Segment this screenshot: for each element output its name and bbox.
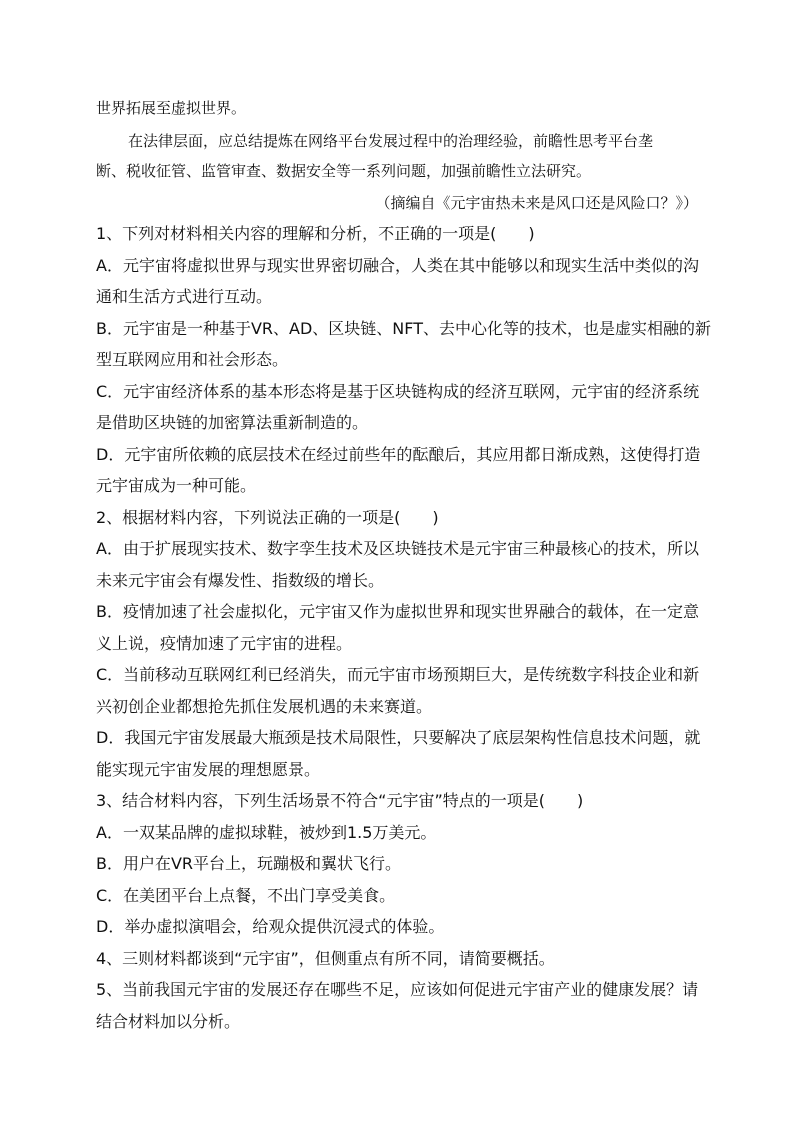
question-1-option-a: A．元宇宙将虚拟世界与现实世界密切融合，人类在其中能够以和现实生活中类似的沟 [96,256,699,275]
passage-line: 世界拓展至虚拟世界。 [96,99,247,117]
question-5-stem: 5、当前我国元宇宙的发展还存在哪些不足，应该如何促进元宇宙产业的健康发展？请 [96,980,699,999]
question-3-option-c: C．在美团平台上点餐，不出门享受美食。 [96,886,396,905]
question-1-option-c-cont: 是借助区块链的加密算法重新制造的。 [96,413,369,432]
question-1-option-b: B．元宇宙是一种基于VR、AD、区块链、NFT、去中心化等的技术，也是虚实相融的新 [96,319,711,338]
question-2-option-b: B．疫情加速了社会虚拟化，元宇宙又作为虚拟世界和现实世界融合的载体，在一定意 [96,602,699,621]
question-2-option-d-cont: 能实现元宇宙发展的理想愿景。 [96,760,321,779]
question-1-option-b-cont: 型互联网应用和社会形态。 [96,350,289,369]
question-3-option-d: D．举办虚拟演唱会，给观众提供沉浸式的体验。 [96,917,445,936]
question-2-option-c-cont: 兴初创企业都想抢先抓住发展机遇的未来赛道。 [96,697,433,716]
question-2-stem: 2、根据材料内容，下列说法正确的一项是( ) [96,508,439,527]
question-5-stem-cont: 结合材料加以分析。 [96,1012,241,1031]
question-1-option-d-cont: 元宇宙成为一种可能。 [96,476,257,495]
question-4-stem: 4、三则材料都谈到“元宇宙”，但侧重点有所不同，请简要概括。 [96,949,555,968]
question-1-stem: 1、下列对材料相关内容的理解和分析，不正确的一项是( ) [96,224,535,243]
question-1-option-a-cont: 通和生活方式进行互动。 [96,287,273,306]
question-3-option-a: A．一双某品牌的虚拟球鞋，被炒到1.5万美元。 [96,823,437,842]
question-1-option-c: C．元宇宙经济体系的基本形态将是基于区块链构成的经济互联网，元宇宙的经济系统 [96,382,700,401]
question-3-option-b: B．用户在VR平台上，玩蹦极和翼状飞行。 [96,854,402,873]
question-2-option-d: D．我国元宇宙发展最大瓶颈是技术局限性，只要解决了底层架构性信息技术问题，就 [96,728,701,747]
question-2-option-a-cont: 未来元宇宙会有爆发性、指数级的增长。 [96,571,385,590]
passage-source: （摘编自《元宇宙热未来是风口还是风险口？》） [375,194,698,212]
question-3-stem: 3、结合材料内容，下列生活场景不符合“元宇宙”特点的一项是( ) [96,791,584,810]
passage-line: 断、税收征管、监管审查、数据安全等一系列问题，加强前瞻性立法研究。 [96,162,592,180]
passage-line: 在法律层面，应总结提炼在网络平台发展过程中的治理经验，前瞻性思考平台垄 [128,132,654,150]
question-2-option-b-cont: 义上说，疫情加速了元宇宙的进程。 [96,634,353,653]
question-1-option-d: D．元宇宙所依赖的底层技术在经过前些年的酝酿后，其应用都日渐成熟，这使得打造 [96,445,701,464]
question-2-option-a: A．由于扩展现实技术、数字孪生技术及区块链技术是元宇宙三种最核心的技术，所以 [96,539,699,558]
question-2-option-c: C．当前移动互联网红利已经消失，而元宇宙市场预期巨大，是传统数字科技企业和新 [96,665,700,684]
